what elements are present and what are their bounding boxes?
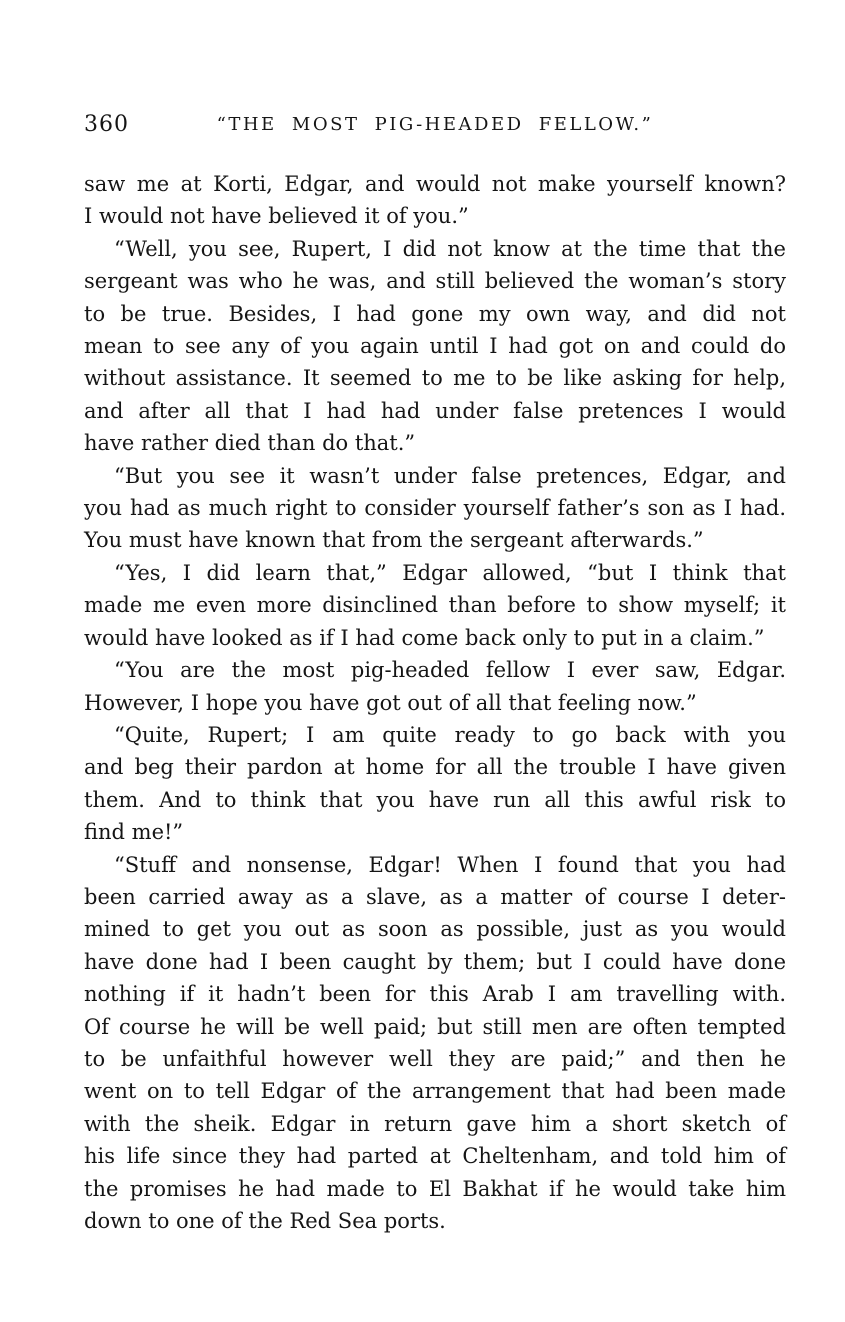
text-line: them. And to think that you have run all this awful risk to (84, 787, 786, 812)
running-header: “THE MOST PIG-HEADED FELLOW.” (216, 114, 654, 135)
text-line: went on to tell Edgar of the arrangement that had been made (84, 1079, 786, 1104)
text-line: have done had I been caught by them; but I could have done (84, 949, 786, 974)
text-line: “Quite, Rupert; I am quite ready to go back with you (114, 722, 786, 747)
paragraph (84, 719, 786, 849)
text-line: You must have known that from the sergeant afterwards.” (84, 528, 704, 553)
text-line: “Well, you see, Rupert, I did not know at the time that the (114, 236, 786, 261)
text-line: been carried away as a slave, as a matter of course I deter- (84, 884, 786, 909)
text-line: have rather died than do that.” (84, 431, 416, 456)
page-header (84, 110, 786, 140)
text-line: to be true. Besides, I had gone my own way, and did not (84, 301, 786, 326)
text-line: Of course he will be well paid; but still men are often tempted (84, 1014, 786, 1039)
text-line: his life since they had parted at Cheltenham, and told him of (84, 1144, 786, 1169)
text-line: I would not have believed it of you.” (84, 204, 469, 229)
text-line: with the sheik. Edgar in return gave him a short sketch of (84, 1111, 786, 1136)
text-line: made me even more disinclined than before to show myself; it (84, 593, 786, 618)
paragraph (84, 460, 786, 557)
text-line: find me!” (84, 820, 184, 845)
text-line: mean to see any of you again until I had got on and could do (84, 334, 786, 359)
text-line: “Stuff and nonsense, Edgar! When I found that you had (114, 852, 786, 877)
paragraph (84, 168, 786, 233)
text-line: you had as much right to consider yourself father’s son as I had. (84, 496, 786, 521)
text-line: would have looked as if I had come back only to put in a claim.” (84, 625, 765, 650)
paragraph (84, 557, 786, 654)
page-number: 360 (84, 112, 129, 137)
paragraph (84, 654, 786, 719)
text-line: without assistance. It seemed to me to be like asking for help, (84, 366, 786, 391)
text-line: However, I hope you have got out of all that feeling now.” (84, 690, 697, 715)
paragraph (84, 849, 786, 1238)
text-line: mined to get you out as soon as possible, just as you would (84, 917, 786, 942)
text-line: sergeant was who he was, and still believed the woman’s story (84, 269, 786, 294)
text-line: “You are the most pig-headed fellow I ever saw, Edgar. (114, 658, 786, 683)
page-text (84, 168, 786, 1237)
text-line: nothing if it hadn’t been for this Arab I am travelling with. (84, 982, 786, 1007)
text-line: and beg their pardon at home for all the trouble I have given (84, 755, 786, 780)
text-line: “Yes, I did learn that,” Edgar allowed, “but I think that (114, 560, 786, 585)
text-line: and after all that I had had under false pretences I would (84, 398, 786, 423)
paragraph (84, 233, 786, 460)
text-line: the promises he had made to El Bakhat if he would take him (84, 1176, 786, 1201)
text-line: to be unfaithful however well they are paid;” and then he (84, 1046, 786, 1071)
text-line: “But you see it wasn’t under false pretences, Edgar, and (114, 463, 786, 488)
text-line: down to one of the Red Sea ports. (84, 1209, 446, 1233)
text-line: saw me at Korti, Edgar, and would not make yourself known? (84, 172, 786, 196)
